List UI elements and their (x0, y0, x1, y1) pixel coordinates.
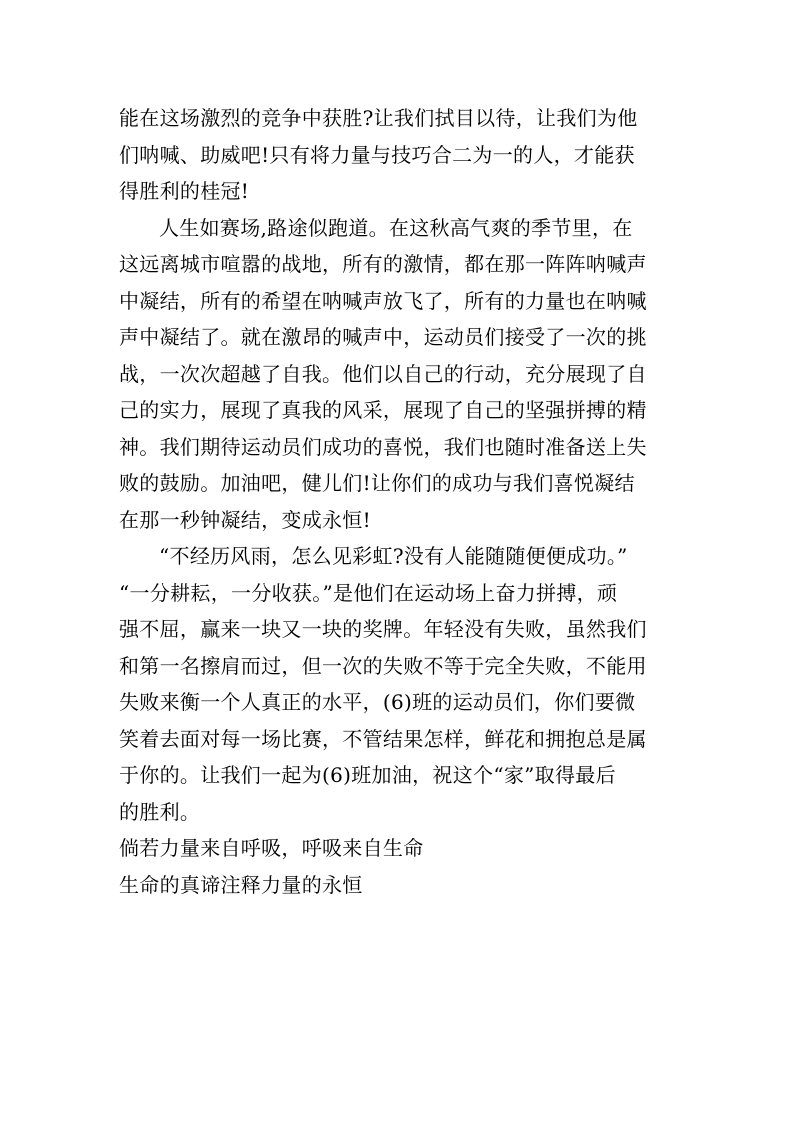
text-line: 这远离城市喧嚣的战地，所有的激情，都在那一阵阵呐喊声 (119, 252, 647, 276)
text-line: 笑着去面对每一场比赛，不管结果怎样，鲜花和拥抱总是属 (119, 726, 647, 751)
text-line: 声中凝结了。就在激昂的喊声中，运动员们接受了一次的挑 (119, 325, 647, 349)
text-line: “一分耕耘，一分收获。”是他们在运动场上奋力拼搏，顽 (119, 580, 618, 605)
text-line: 能在这场激烈的竞争中获胜?让我们拭目以待，让我们为他 (119, 106, 638, 130)
text-line: 得胜利的桂冠! (119, 179, 250, 203)
text-line: 们呐喊、助威吧!只有将力量与技巧合二为一的人，才能获 (119, 142, 635, 167)
text-line: 于你的。让我们一起为(6)班加油，祝这个“家”取得最后 (119, 763, 616, 787)
text-line: 在那一秒钟凝结，变成永恒! (119, 507, 371, 532)
text-line: 战，一次次超越了自我。他们以自己的行动，充分展现了自 (119, 361, 647, 386)
poem-line: 生命的真谛注释力量的永恒 (119, 872, 363, 897)
text-line: 和第一名擦肩而过，但一次的失败不等于完全失败，不能用 (119, 653, 647, 678)
document-page (119, 100, 679, 903)
text-line: 己的实力，展现了真我的风采，展现了自己的坚强拼搏的精 (119, 398, 647, 422)
paragraph-start-line: 人生如赛场,路途似跑道。在这秋高气爽的季节里，在 (159, 215, 633, 240)
text-line: 神。我们期待运动员们成功的喜悦，我们也随时准备送上失 (119, 434, 647, 459)
text-line: 强不屈，赢来一块又一块的奖牌。年轻没有失败，虽然我们 (119, 617, 647, 641)
paragraph-start-line: “不经历风雨，怎么见彩虹?没有人能随随便便成功。” (159, 544, 628, 568)
text-line: 中凝结，所有的希望在呐喊声放飞了，所有的力量也在呐喊 (119, 288, 647, 313)
text-line: 败的鼓励。加油吧，健儿们!让你们的成功与我们喜悦凝结 (119, 471, 635, 495)
poem-line: 倘若力量来自呼吸，呼吸来自生命 (119, 836, 424, 860)
text-line: 的胜利。 (119, 799, 201, 824)
text-line: 失败来衡一个人真正的水平，(6)班的运动员们，你们要微 (119, 690, 636, 714)
